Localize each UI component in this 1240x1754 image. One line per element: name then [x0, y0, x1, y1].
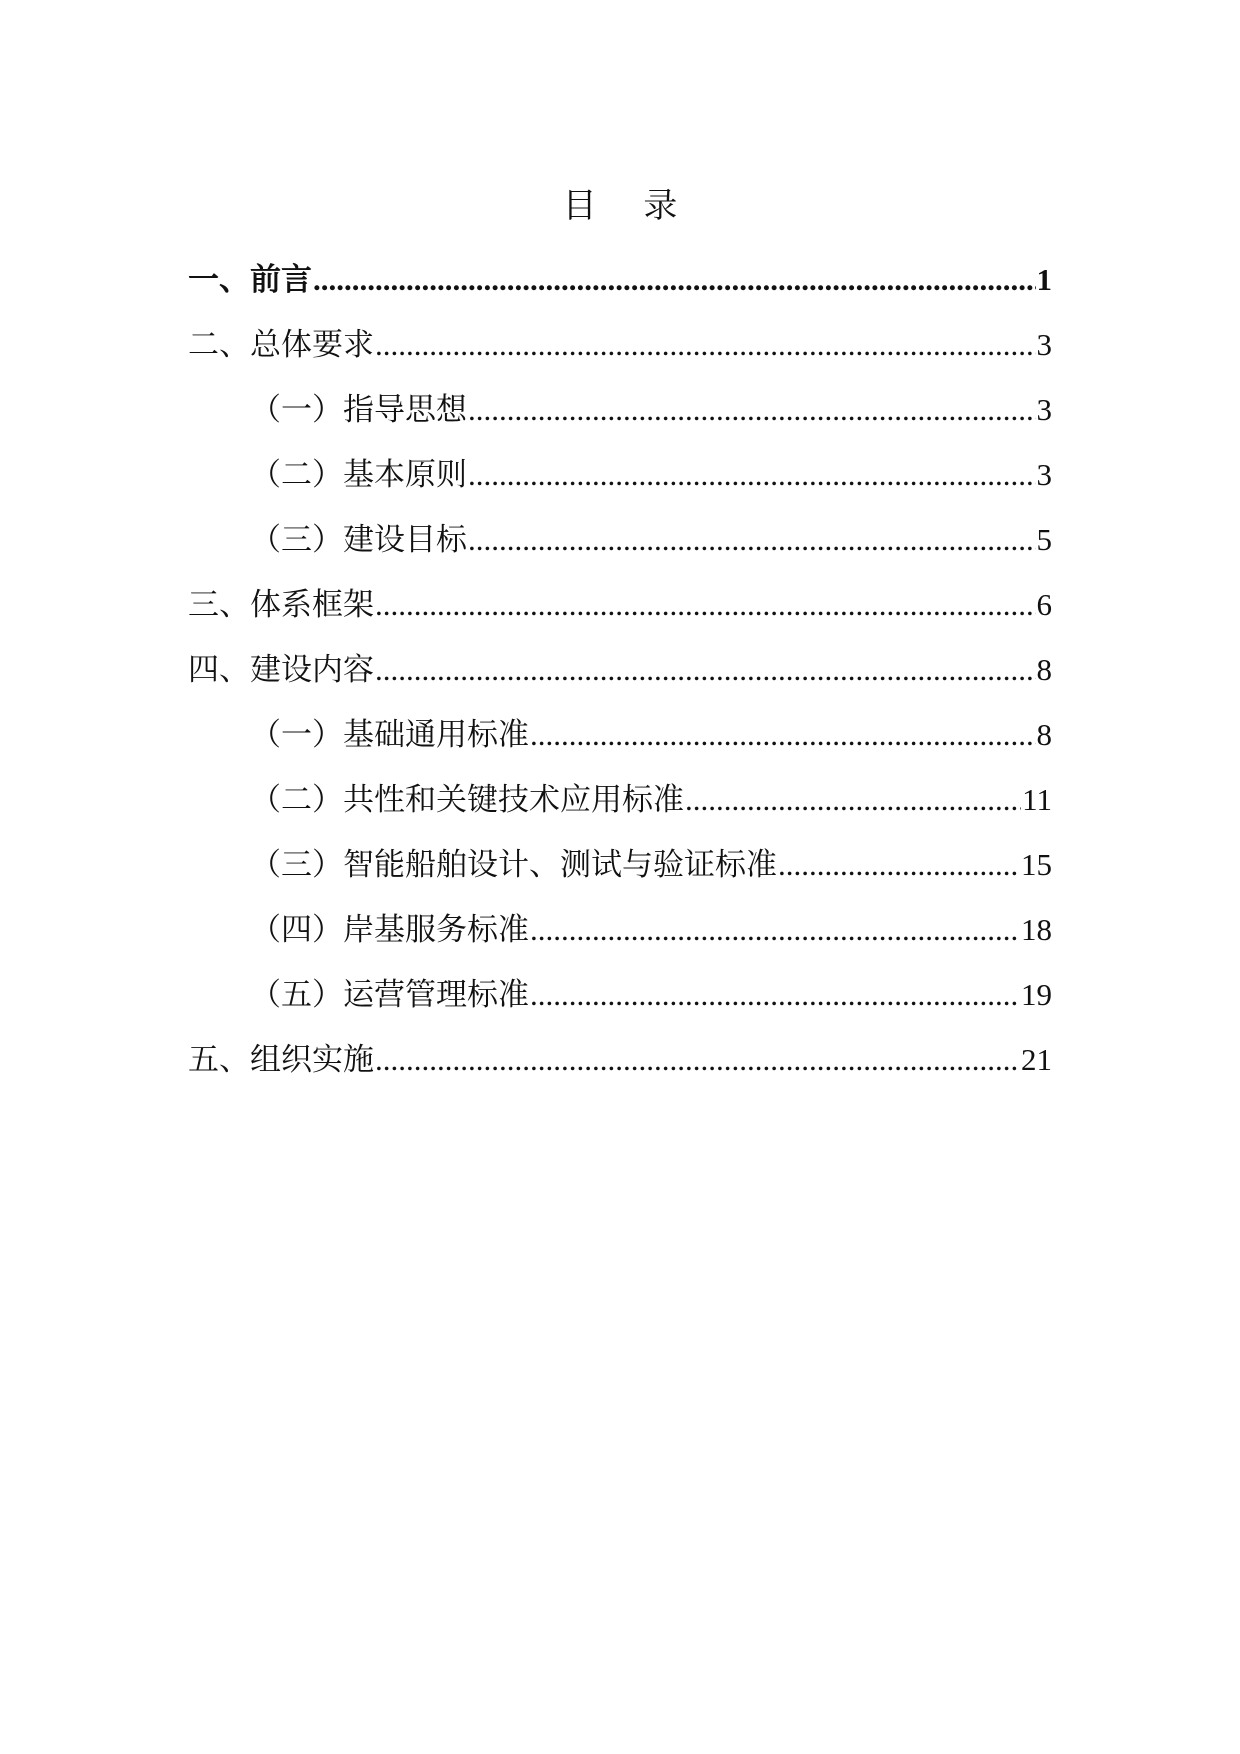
toc-leader-dots	[375, 648, 1036, 692]
toc-entry[interactable]	[188, 583, 1052, 648]
toc-entry[interactable]	[188, 258, 1052, 323]
toc-page-number: 18	[1021, 912, 1052, 947]
toc-entry[interactable]	[188, 388, 1052, 453]
toc-entry-label: （一）基础通用标准	[250, 717, 529, 753]
toc-leader-dots	[468, 453, 1036, 497]
toc-entry[interactable]	[188, 843, 1052, 908]
toc-entry[interactable]	[188, 323, 1052, 388]
toc-page-number: 3	[1036, 327, 1052, 362]
toc-entry[interactable]	[188, 648, 1052, 713]
toc-entry-label: 一、前言	[188, 262, 312, 298]
toc-leader-dots	[685, 778, 1021, 822]
toc-page-number: 11	[1022, 782, 1052, 817]
toc-entry[interactable]	[188, 518, 1052, 583]
toc-leader-dots	[313, 258, 1036, 302]
toc-page-number: 8	[1036, 717, 1052, 752]
toc-leader-dots	[530, 713, 1036, 757]
toc-page-number: 15	[1021, 847, 1052, 882]
toc-page-number: 21	[1021, 1042, 1052, 1077]
toc-entry-label: （二）共性和关键技术应用标准	[250, 782, 684, 818]
toc-leader-dots	[468, 388, 1036, 432]
toc-entry-label: 四、建设内容	[188, 652, 374, 688]
toc-entry[interactable]	[188, 778, 1052, 843]
toc-page-number: 1	[1036, 262, 1052, 297]
toc-entry[interactable]	[188, 1038, 1052, 1103]
toc-page-number: 3	[1036, 457, 1052, 492]
toc-entry[interactable]	[188, 908, 1052, 973]
toc-entry[interactable]	[188, 973, 1052, 1038]
toc-entry-label: （一）指导思想	[250, 392, 467, 428]
toc-entry-label: （三）智能船舶设计、测试与验证标准	[250, 847, 777, 883]
toc-entry-label: （三）建设目标	[250, 522, 467, 558]
toc-page-number: 19	[1021, 977, 1052, 1012]
toc-leader-dots	[530, 908, 1020, 952]
toc-leader-dots	[375, 583, 1036, 627]
toc-entry[interactable]	[188, 453, 1052, 518]
toc-entry-label: 二、总体要求	[188, 327, 374, 363]
toc-entry-label: （四）岸基服务标准	[250, 912, 529, 948]
toc-leader-dots	[375, 323, 1036, 367]
toc-leader-dots	[375, 1038, 1020, 1082]
toc-page-number: 3	[1036, 392, 1052, 427]
toc-page-number: 5	[1036, 522, 1052, 557]
toc-leader-dots	[468, 518, 1036, 562]
toc-entry-label: （五）运营管理标准	[250, 977, 529, 1013]
toc-entry-label: 三、体系框架	[188, 587, 374, 623]
toc-page-number: 6	[1036, 587, 1052, 622]
toc-leader-dots	[778, 843, 1020, 887]
toc-page-number: 8	[1036, 652, 1052, 687]
toc-entry-label: （二）基本原则	[250, 457, 467, 493]
toc-title: 目 录	[562, 186, 696, 226]
toc-list	[188, 258, 1052, 1103]
toc-entry[interactable]	[188, 713, 1052, 778]
toc-entry-label: 五、组织实施	[188, 1042, 374, 1078]
toc-leader-dots	[530, 973, 1020, 1017]
